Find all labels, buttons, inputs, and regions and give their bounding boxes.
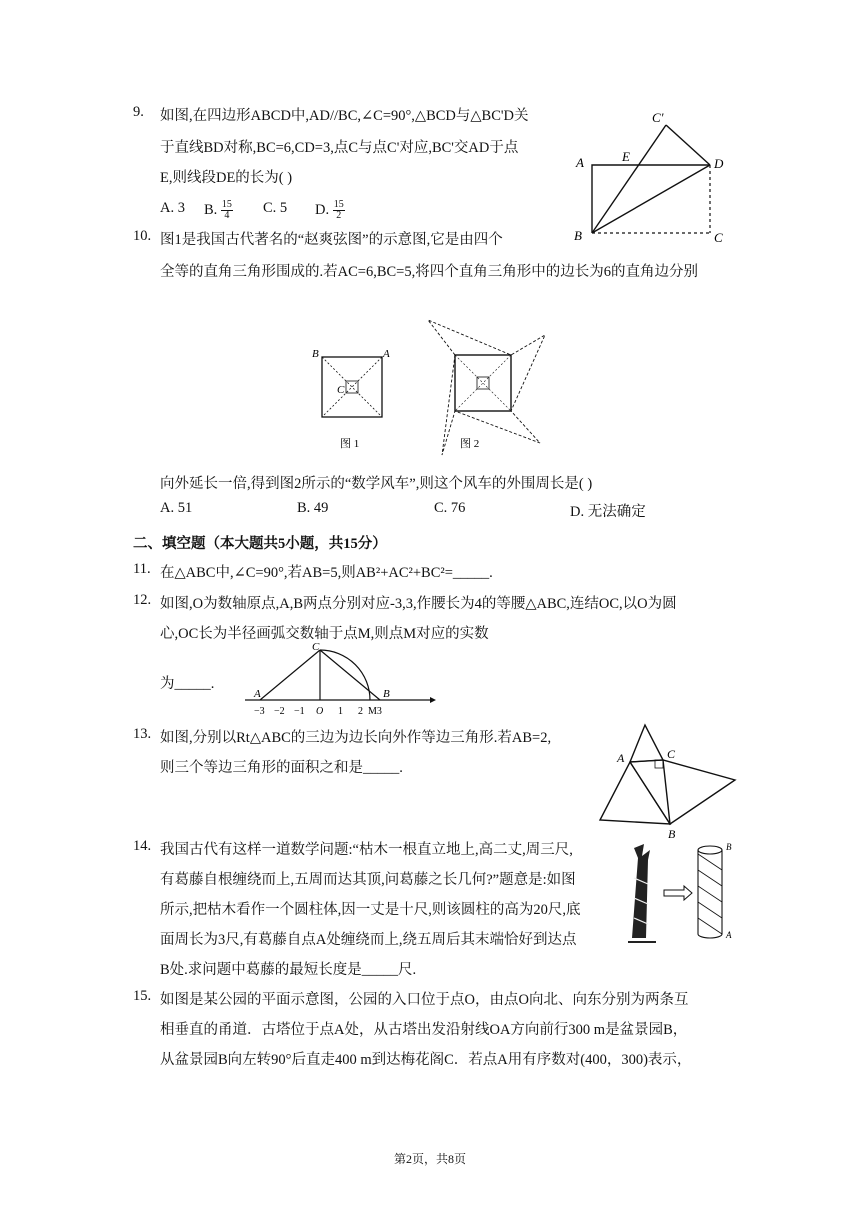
q13-line-2: 则三个等边三角形的面积之和是_____. (160, 760, 403, 776)
q13-number: 13. (133, 726, 152, 742)
q9-label-c-prime: C' (652, 110, 664, 125)
q14-label-b: B (726, 842, 732, 852)
q10-figure-1 (310, 345, 400, 455)
page-footer: 第2页，共8页 (393, 1152, 466, 1166)
q9-option-a: A. 3 (160, 200, 185, 216)
q10-caption-2: 图 2 (460, 438, 480, 450)
q9-option-d: D. $\frac{15}{2}$ (315, 199, 344, 221)
q10-option-b: B. 49 (297, 500, 329, 516)
q10-option-c: C. 76 (434, 500, 466, 516)
q9-number: 9. (133, 104, 144, 120)
q10-line-2: 全等的直角三角形围成的.若AC=6,BC=5,将四个直角三角形中的边长为6的直角边分别 (160, 264, 698, 280)
q9-label-e: E (622, 149, 630, 164)
q11-text: 在△ABC中,∠C=90°,若AB=5,则AB²+AC²+BC²=_____. (160, 565, 493, 581)
q12-line-2: 心,OC长为半径画弧交数轴于点M,则点M对应的实数 (160, 626, 489, 642)
q10-number: 10. (133, 228, 152, 244)
q12-number: 12. (133, 592, 152, 608)
q14-line-5: B处.求问题中葛藤的最短长度是_____尺. (160, 962, 417, 978)
q10-label-c: C (337, 384, 345, 396)
q9-label-c: C (714, 230, 723, 245)
q11-number: 11. (133, 561, 151, 577)
q12-tick-m3: M3 (368, 706, 382, 717)
q12-tick-neg2: −2 (274, 706, 285, 717)
q9-option-b: B. $\frac{15}{4}$ (204, 199, 232, 221)
q12-line-3: 为_____. (160, 676, 215, 692)
q12-tick-neg1: −1 (294, 706, 305, 717)
q14-number: 14. (133, 838, 152, 854)
q9-figure (570, 105, 730, 245)
q15-line-1: 如图是某公园的平面示意图，公园的入口位于点O，由点O向北、向东分别为两条互 (160, 992, 689, 1008)
q10-figure-2 (420, 315, 560, 465)
q9-label-b: B (574, 228, 582, 243)
q12-tick-1: 1 (338, 706, 343, 717)
q10-label-a: A (383, 348, 390, 360)
q14-line-4: 面周长为3尺,有葛藤自点A处缠绕而上,绕五周后其末端恰好到达点 (160, 932, 577, 948)
section-2-heading: 二、填空题（本大题共5小题，共15分） (133, 536, 387, 552)
q13-figure (590, 720, 750, 840)
q14-line-2: 有葛藤自根缠绕而上,五周而达其顶,问葛藤之长几何?”题意是:如图 (160, 872, 576, 888)
q10-option-a: A. 51 (160, 500, 193, 516)
q13-line-1: 如图,分别以Rt△ABC的三边为边长向外作等边三角形.若AB=2, (160, 730, 552, 746)
q10-line-1: 图1是我国古代著名的“赵爽弦图”的示意图,它是由四个 (160, 232, 503, 248)
q12-tick-neg3: −3 (254, 706, 265, 717)
q9-line-1: 如图,在四边形ABCD中,AD//BC,∠C=90°,△BCD与△BC'D关 (160, 108, 529, 124)
q12-tick-origin: O (316, 706, 324, 717)
q9-line-2: 于直线BD对称,BC=6,CD=3,点C与点C'对应,BC'交AD于点 (160, 140, 519, 156)
q12-label-c: C (312, 641, 320, 653)
q12-number-line-figure (240, 640, 440, 720)
q15-line-3: 从盆景园B向左转90°后直走400 m到达梅花阁C．若点A用有序数对(400，300)表示， (160, 1052, 692, 1068)
q12-label-b: B (383, 688, 390, 700)
q10-option-d: D. 无法确定 (570, 504, 646, 520)
q14-figure (620, 838, 740, 948)
q15-number: 15. (133, 988, 152, 1004)
q10-line-3: 向外延长一倍,得到图2所示的“数学风车”,则这个风车的外围周长是( ) (160, 476, 593, 492)
q14-line-1: 我国古代有这样一道数学问题:“枯木一根直立地上,高二丈,周三尺, (160, 842, 573, 858)
q13-label-b: B (668, 827, 676, 840)
q15-line-2: 相垂直的甬道．古塔位于点A处，从古塔出发沿射线OA方向前行300 m是盆景园B， (160, 1022, 688, 1038)
q12-line-1: 如图,O为数轴原点,A,B两点分别对应-3,3,作腰长为4的等腰△ABC,连结OC,以O为圆 (160, 596, 677, 612)
q13-label-a: A (617, 751, 625, 765)
q14-line-3: 所示,把枯木看作一个圆柱体,因一丈是十尺,则该圆柱的高为20尺,底 (160, 902, 581, 918)
q9-label-d: D (714, 156, 724, 171)
q14-label-a: A (726, 930, 732, 940)
q12-tick-2: 2 (358, 706, 363, 717)
q9-option-c: C. 5 (263, 200, 288, 216)
q10-label-b: B (312, 348, 319, 360)
q10-caption-1: 图 1 (340, 438, 360, 450)
q13-label-c: C (667, 747, 676, 761)
q9-line-3: E,则线段DE的长为( ) (160, 170, 293, 186)
q12-label-a: A (254, 688, 261, 700)
q9-label-a: A (576, 155, 584, 170)
